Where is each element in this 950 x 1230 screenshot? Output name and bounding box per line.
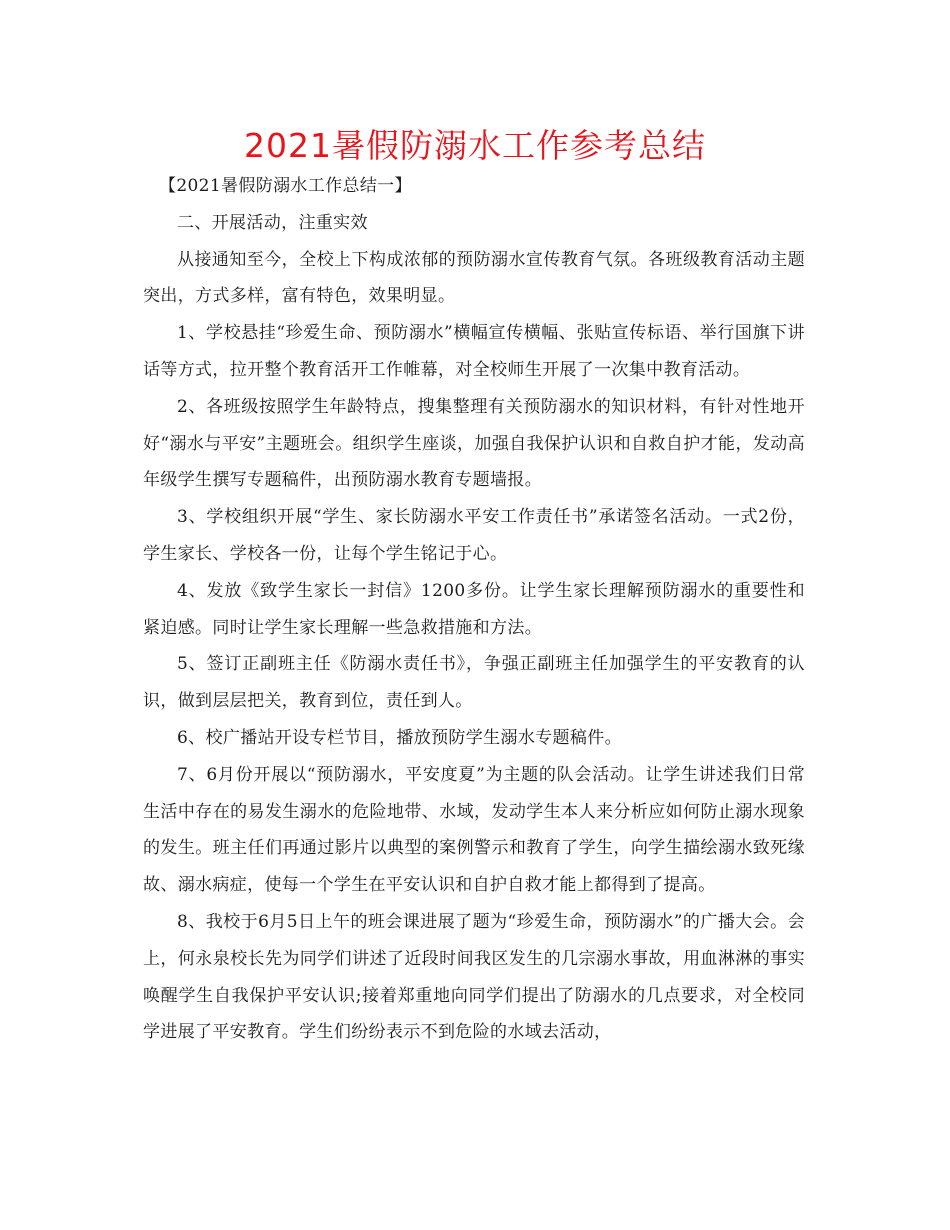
section-subheading: 【2021暑假防溺水工作总结一】 — [159, 176, 412, 196]
paragraph: 4、发放《致学生家长一封信》1200多份。让学生家长理解预防溺水的重要性和紧迫感。同时让学生家长理解一些急救措施和方法。 — [143, 580, 805, 638]
paragraph: 二、开展活动，注重实效 — [177, 212, 368, 233]
paragraph: 5、签订正副班主任《防溺水责任书》，争强正副班主任加强学生的平安教育的认识，做到层层把关，教育到位，责任到人。 — [143, 654, 805, 712]
paragraph: 8、我校于6月5日上午的班会课进展了题为“珍爱生命，预防溺水”的广播大会。会上，何永泉校长先为同学们讲述了近段时间我区发生的几宗溺水事故，用血淋淋的事实唤醒学生自我保护平安认识;接着郑重地向同学们提出了防溺水的几点要求，对全校同学进展了平安教育。学生们纷纷表示不到危险的水域去活动， — [143, 911, 805, 1043]
paragraph: 2、各班级按照学生年龄特点，搜集整理有关预防溺水的知识材料，有针对性地开好“溺水与平安”主题班会。组织学生座谈，加强自我保护认识和自救自护才能，发动高年级学生撰写专题稿件，出预防溺水教育专题墙报。 — [143, 396, 805, 491]
document-body — [143, 168, 805, 1051]
paragraph: 7、6月份开展以“预防溺水，平安度夏”为主题的队会活动。让学生讲述我们日常生活中存在的易发生溺水的危险地带、水域，发动学生本人来分析应如何防止溺水现象的发生。班主任们再通过影片以典型的案例警示和教育了学生，向学生描绘溺水致死缘故、溺水病症，使每一个学生在平安认识和自护自救才能上都得到了提高。 — [143, 764, 805, 896]
paragraph: 从接通知至今，全校上下构成浓郁的预防溺水宣传教育气氛。各班级教育活动主题突出，方式多样，富有特色，效果明显。 — [143, 249, 805, 307]
paragraph: 3、学校组织开展“学生、家长防溺水平安工作责任书”承诺签名活动。一式2份，学生家长、学校各一份，让每个学生铭记于心。 — [143, 507, 805, 564]
paragraph: 6、校广播站开设专栏节目，播放预防学生溺水专题稿件。 — [177, 727, 622, 748]
paragraph: 1、学校悬挂“珍爱生命、预防溺水”横幅宣传横幅、张贴宣传标语、举行国旗下讲话等方式，拉开整个教育活开工作帷幕，对全校师生开展了一次集中教育活动。 — [143, 323, 805, 380]
document-title: 2021暑假防溺水工作参考总结 — [244, 126, 706, 165]
